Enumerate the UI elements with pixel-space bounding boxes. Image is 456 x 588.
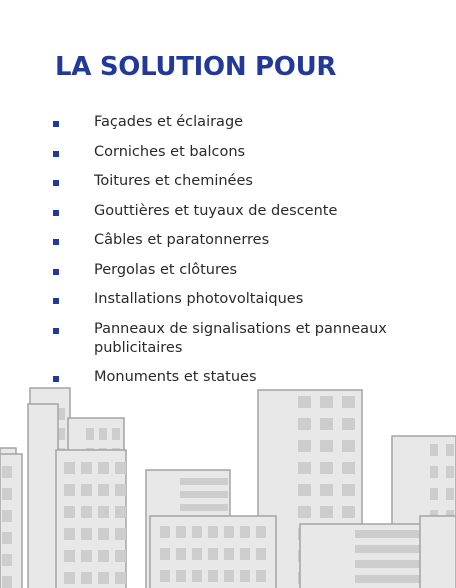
list-item-label: Câbles et paratonnerres [94, 232, 270, 248]
list-item [53, 172, 443, 191]
building-corner-right [420, 516, 456, 588]
list-item [53, 143, 443, 162]
page-title: LA SOLUTION POUR [55, 52, 337, 82]
list-item [53, 320, 443, 358]
square-bullet-icon [53, 151, 59, 157]
solution-list [53, 113, 443, 398]
list-item [53, 202, 443, 221]
list-item-label: Monuments et statues [94, 369, 257, 385]
city-skyline-illustration [0, 378, 456, 588]
square-bullet-icon [53, 210, 59, 216]
list-item-label: Gouttières et tuyaux de descente [94, 202, 338, 219]
square-bullet-icon [53, 328, 59, 334]
list-item [53, 113, 443, 132]
square-bullet-icon [53, 269, 59, 275]
list-item-label: Pergolas et clôtures [94, 261, 238, 278]
list-item [53, 231, 443, 250]
list-item-label: Toitures et cheminées [94, 173, 253, 189]
building-narrow-left [28, 404, 58, 588]
list-item [53, 261, 443, 280]
list-item-label: Corniches et balcons [94, 143, 246, 160]
square-bullet-icon [53, 121, 59, 127]
list-item-label: Panneaux de signalisations et panneaux publicitaires [94, 320, 387, 356]
square-bullet-icon [53, 239, 59, 245]
list-item-label: Façades et éclairage [94, 114, 244, 130]
list-item [53, 290, 443, 309]
square-bullet-icon [53, 180, 59, 186]
list-item-label: Installations photovoltaiques [94, 291, 304, 307]
square-bullet-icon [53, 298, 59, 304]
